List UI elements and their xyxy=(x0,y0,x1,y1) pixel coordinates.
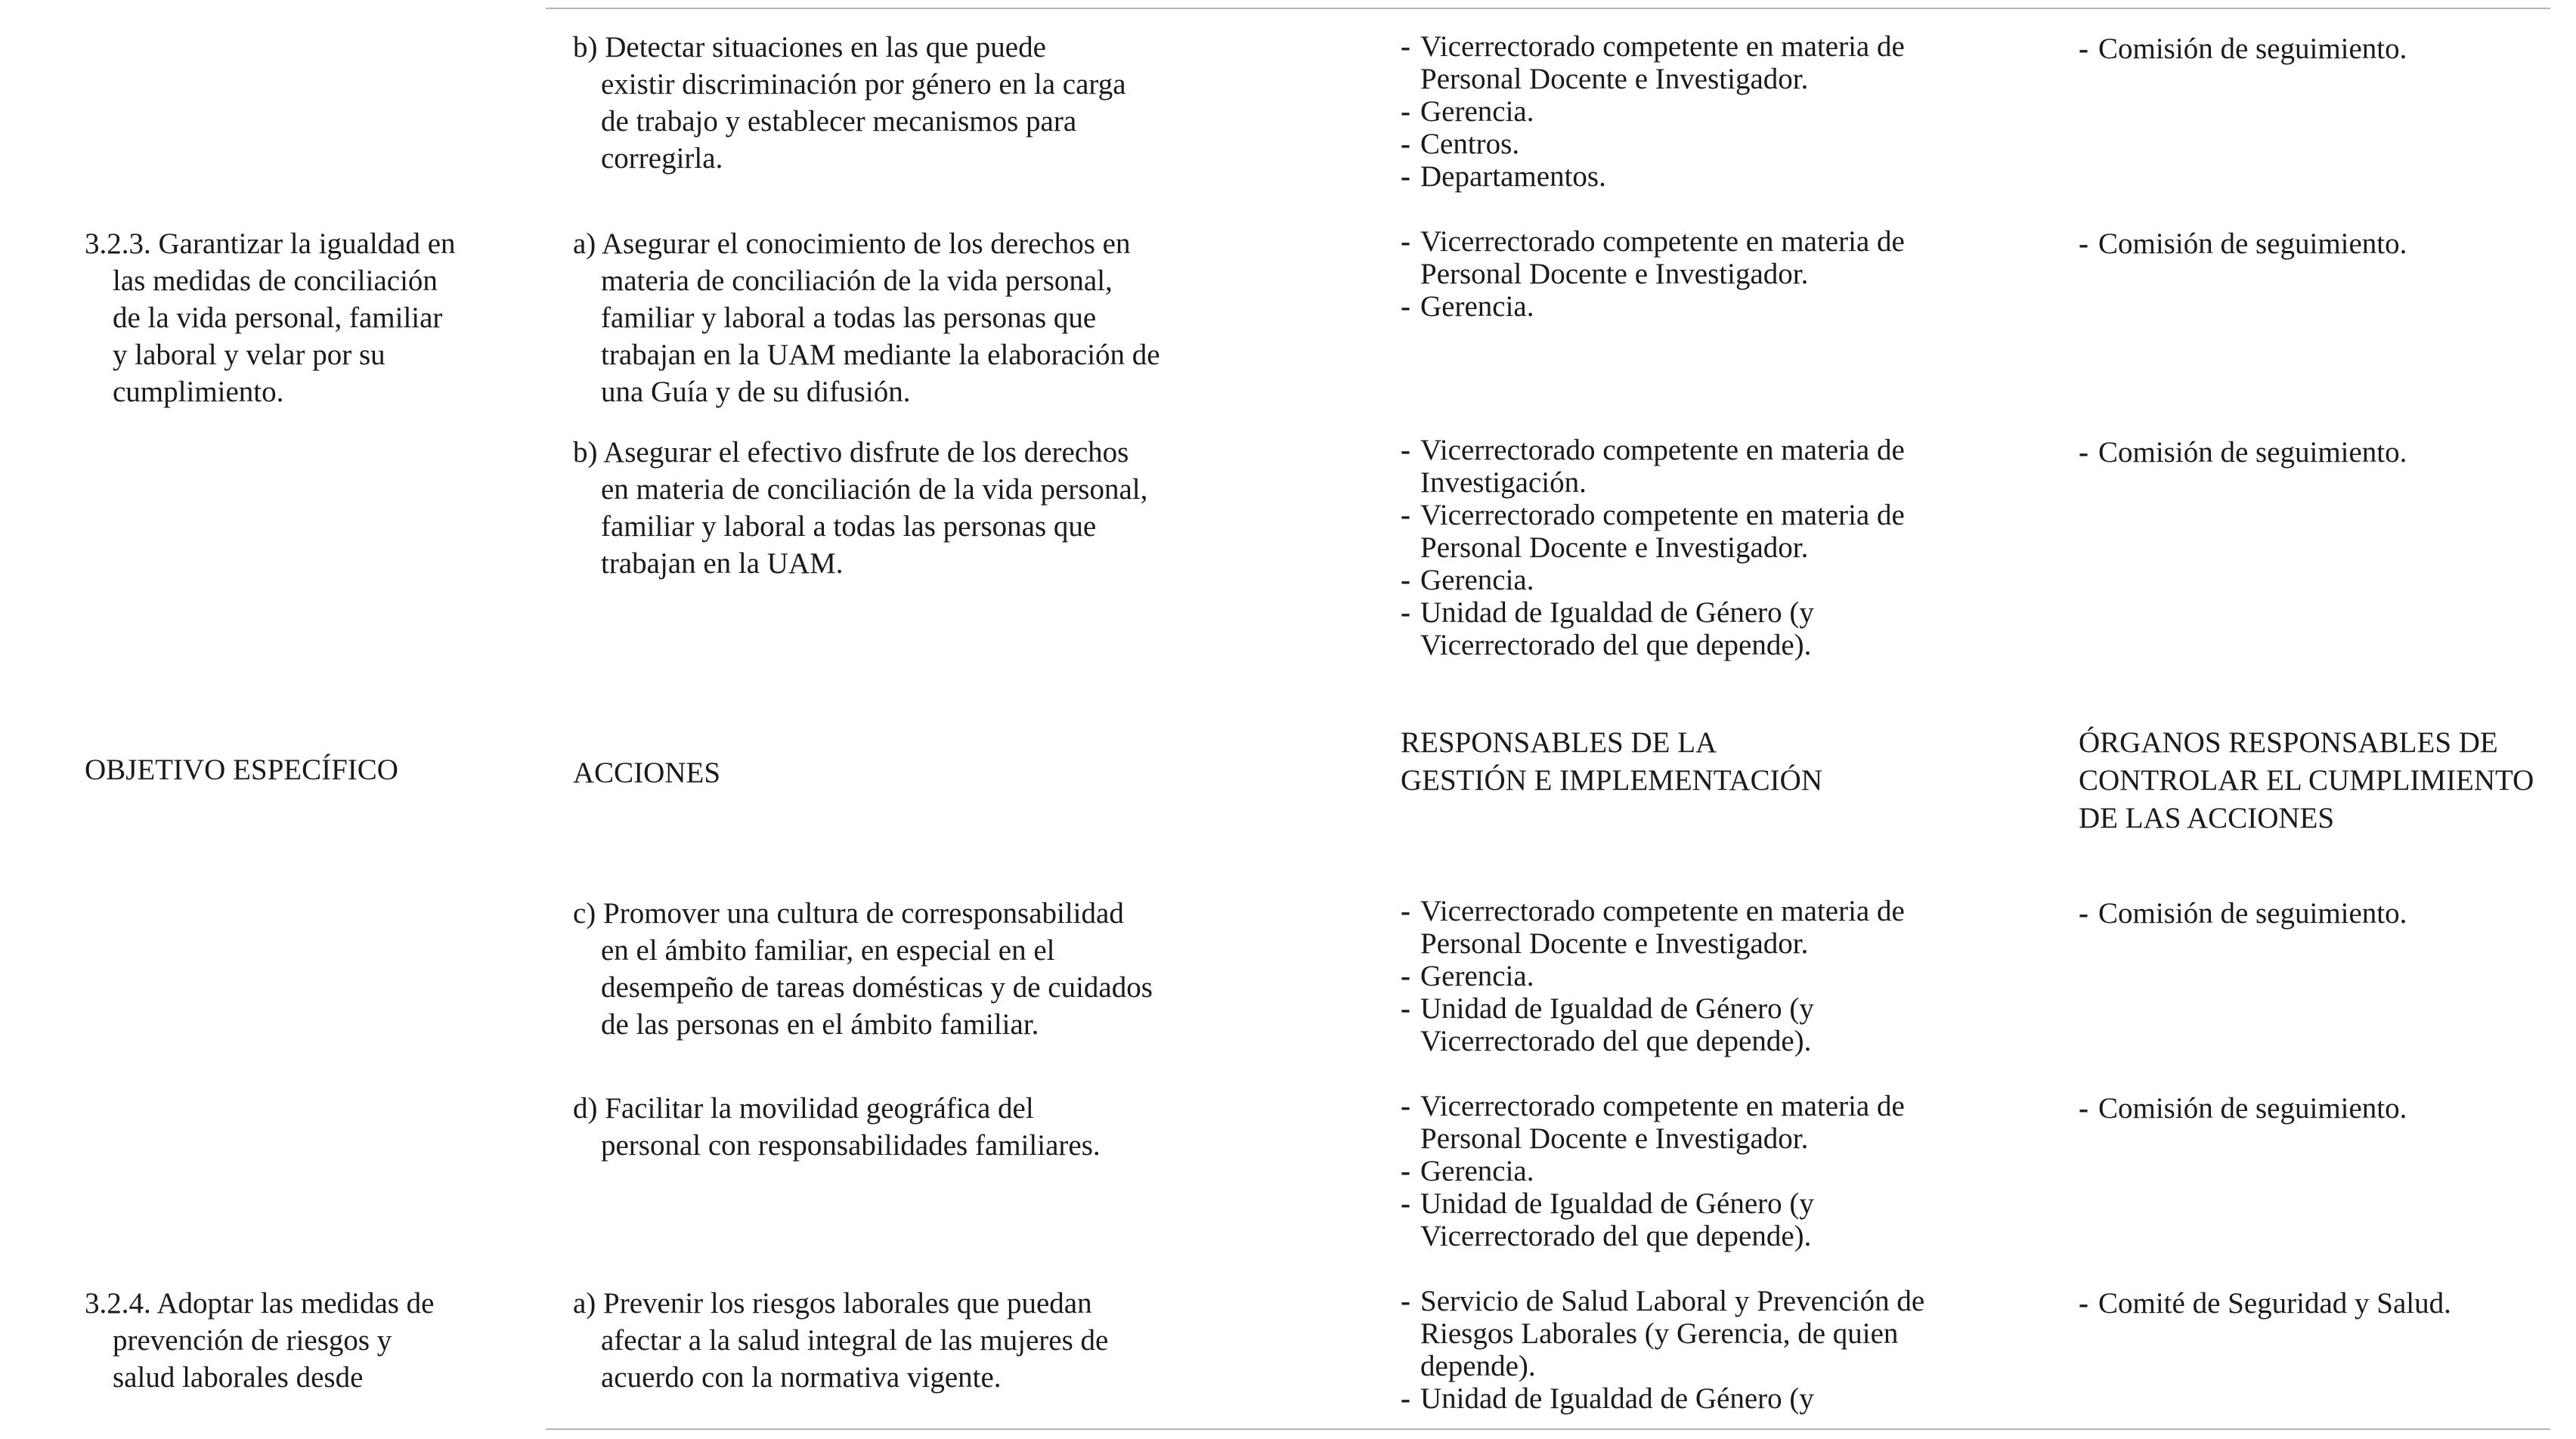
responsable-item: - Centros. xyxy=(1401,128,1990,160)
responsable-item: - Gerencia. xyxy=(1401,1155,1990,1187)
organo-item: - Comisión de seguimiento. xyxy=(2079,1090,2562,1127)
responsable-item: - Vicerrectorado competente en materia de Personal Docente e Investigador. xyxy=(1401,30,1990,95)
responsable-item: - Gerencia. xyxy=(1401,564,1990,596)
objective-3-2-4: 3.2.4. Adoptar las medidas de prevención de riesgos y salud laborales desde xyxy=(85,1287,435,1394)
action-3-2-3-c: c) Promover una cultura de corresponsabilidad en el ámbito familiar, en especial en el desempeño de tareas domésticas y de cuidados de las personas en el ámbito familiar. xyxy=(573,897,1153,1041)
organo-item: - Comisión de seguimiento. xyxy=(2079,895,2562,932)
responsables-list-3 xyxy=(1401,434,1990,661)
organos-list-4 xyxy=(2079,895,2562,932)
organos-list-3 xyxy=(2079,434,2562,471)
responsable-item: - Vicerrectorado competente en materia de Investigación. xyxy=(1401,434,1990,499)
responsable-item: - Unidad de Igualdad de Género (y Vicerrectorado del que depende). xyxy=(1401,992,1990,1057)
organo-item: - Comisión de seguimiento. xyxy=(2079,225,2562,262)
responsable-item: - Gerencia. xyxy=(1401,95,1990,128)
responsable-item: - Servicio de Salud Laboral y Prevención de Riesgos Laborales (y Gerencia, de quien depende). xyxy=(1401,1285,1990,1382)
responsable-item: - Vicerrectorado competente en materia de Personal Docente e Investigador. xyxy=(1401,499,1990,564)
organos-list-6 xyxy=(2079,1285,2562,1322)
organos-list-5 xyxy=(2079,1090,2562,1127)
action-3-2-3-b: b) Asegurar el efectivo disfrute de los derechos en materia de conciliación de la vida personal, familiar y laboral a todas las personas que trabajan en la UAM. xyxy=(573,436,1148,580)
responsable-item: - Departamentos. xyxy=(1401,160,1990,193)
responsables-list-2 xyxy=(1401,225,1990,323)
responsable-item: - Gerencia. xyxy=(1401,290,1990,323)
action-3-2-4-a: a) Prevenir los riesgos laborales que puedan afectar a la salud integral de las mujeres de acuerdo con la normativa vigente. xyxy=(573,1287,1109,1394)
responsable-item: - Vicerrectorado competente en materia de Personal Docente e Investigador. xyxy=(1401,895,1990,960)
organo-item: - Comisión de seguimiento. xyxy=(2079,30,2562,67)
responsable-item: - Gerencia. xyxy=(1401,960,1990,992)
responsable-item: - Vicerrectorado competente en materia de Personal Docente e Investigador. xyxy=(1401,1090,1990,1155)
header-responsables: RESPONSABLES DE LA GESTIÓN E IMPLEMENTACIÓN xyxy=(1401,726,1822,797)
responsables-list-1 xyxy=(1401,30,1990,193)
action-3-2-2-b: b) Detectar situaciones en las que puede existir discriminación por género en la carga de trabajo y establecer mecanismos para corregirla. xyxy=(573,31,1126,175)
responsable-item: - Unidad de Igualdad de Género (y xyxy=(1401,1382,1990,1415)
action-3-2-3-d: d) Facilitar la movilidad geográfica del personal con responsabilidades familiares. xyxy=(573,1092,1101,1162)
objective-3-2-3: 3.2.3. Garantizar la igualdad en las medidas de conciliación de la vida personal, familiar y laboral y velar por su cumplimiento. xyxy=(85,227,456,408)
organos-list-1 xyxy=(2079,30,2562,67)
responsable-item: - Unidad de Igualdad de Género (y Vicerrectorado del que depende). xyxy=(1401,596,1990,661)
responsables-list-6 xyxy=(1401,1285,1990,1415)
header-objetivo: OBJETIVO ESPECÍFICO xyxy=(85,754,398,786)
responsable-item: - Unidad de Igualdad de Género (y Vicerrectorado del que depende). xyxy=(1401,1187,1990,1252)
organo-item: - Comisión de seguimiento. xyxy=(2079,434,2562,471)
organos-list-2 xyxy=(2079,225,2562,262)
top-rule xyxy=(546,8,2550,9)
organo-item: - Comité de Seguridad y Salud. xyxy=(2079,1285,2562,1322)
header-organos: ÓRGANOS RESPONSABLES DE CONTROLAR EL CUMPLIMIENTO DE LAS ACCIONES xyxy=(2079,726,2534,834)
responsables-list-5 xyxy=(1401,1090,1990,1252)
responsables-list-4 xyxy=(1401,895,1990,1057)
action-3-2-3-a: a) Asegurar el conocimiento de los derechos en materia de conciliación de la vida personal, familiar y laboral a todas las personas que trabajan en la UAM mediante la elaboración de una Guía y de su difusión. xyxy=(573,227,1160,408)
responsable-item: - Vicerrectorado competente en materia de Personal Docente e Investigador. xyxy=(1401,225,1990,290)
header-acciones: ACCIONES xyxy=(573,757,721,789)
bottom-rule xyxy=(546,1428,2550,1430)
